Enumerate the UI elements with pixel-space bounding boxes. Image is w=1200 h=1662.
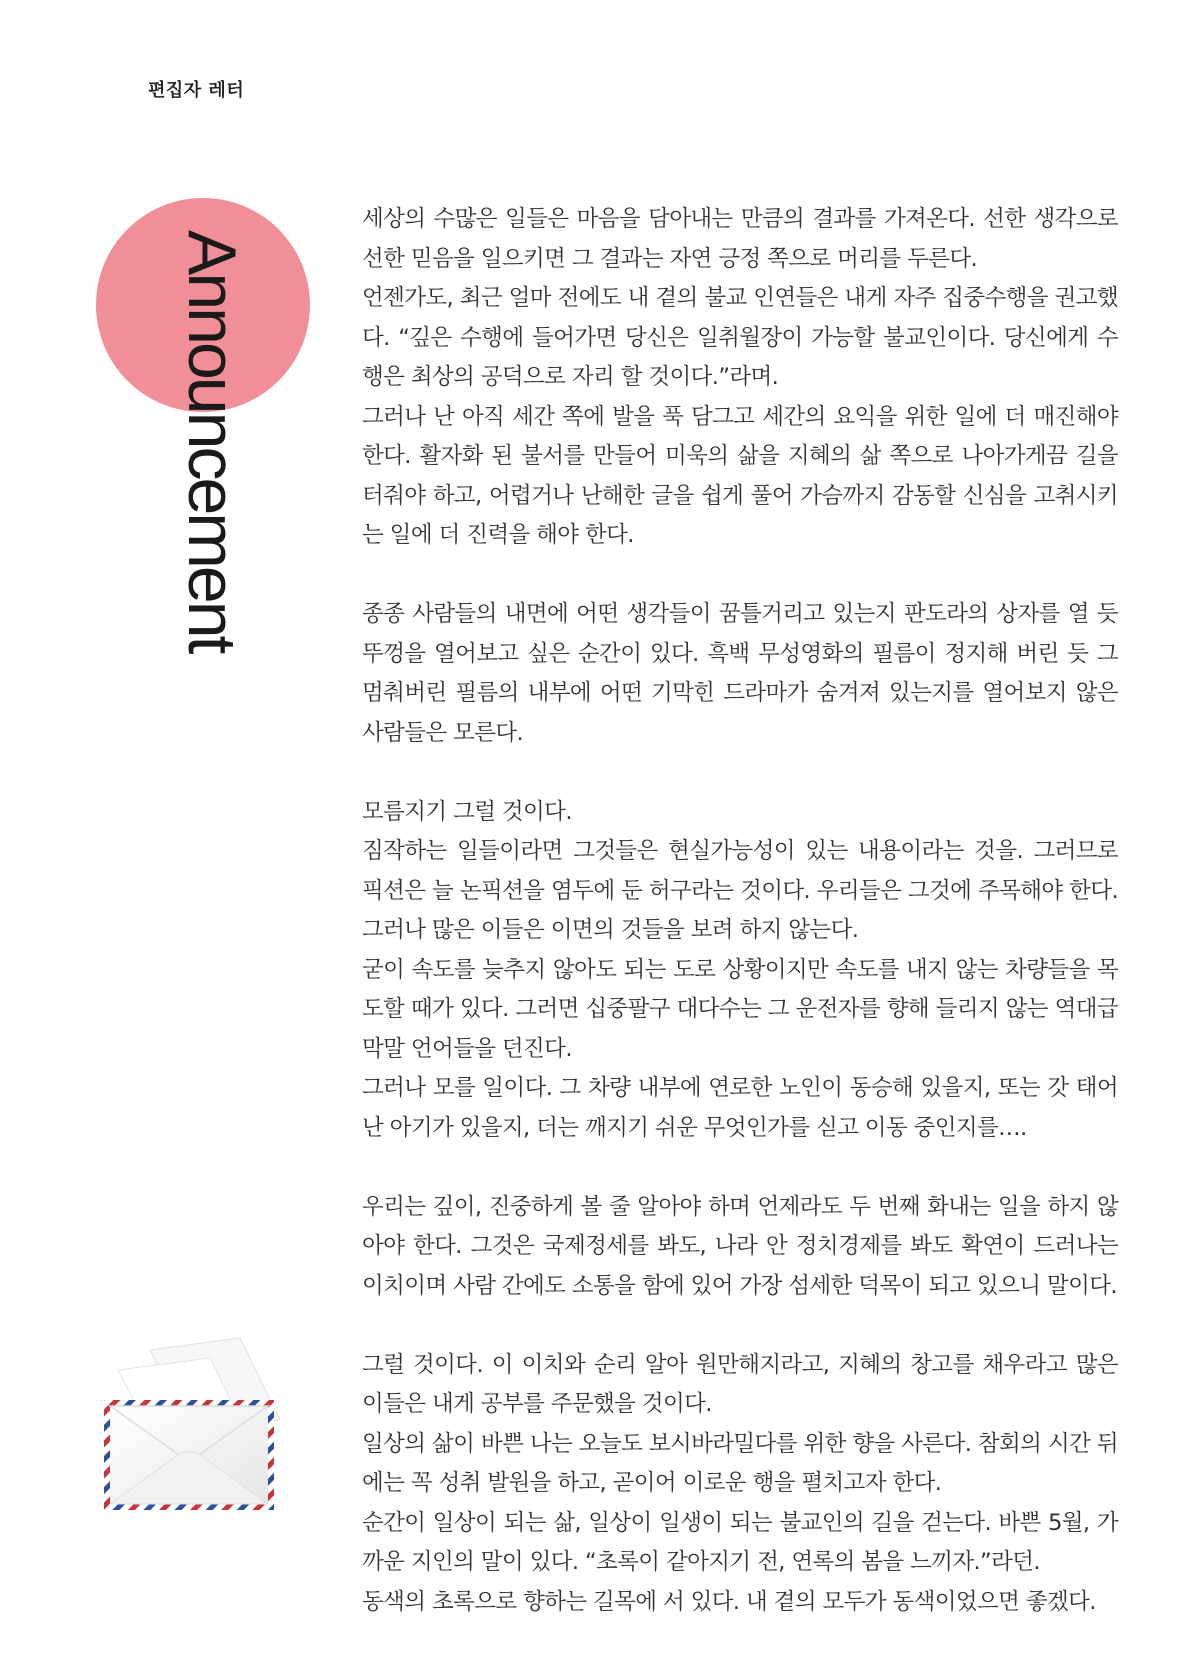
- vertical-title: Announcement: [174, 230, 250, 652]
- text-line: 굳이 속도를 늦추지 않아도 되는 도로 상황이지만 속도를 내지 않는 차량들을 목도할 때가 있다. 그러면 십중팔구 대다수는 그 운전자를 향해 들리지 않는 역대급 막말 언어들을 던진다.: [362, 956, 1118, 1062]
- paragraph-4: [362, 1188, 1118, 1307]
- text-line: 동색의 초록으로 향하는 길목에 서 있다. 내 곁의 모두가 동색이었으면 좋겠다.: [362, 1588, 1096, 1615]
- text-line: 그러나 난 아직 세간 쪽에 발을 푹 담그고 세간의 요익을 위한 일에 더 매진해야 한다. 활자화 된 불서를 만들어 미욱의 삶을 지혜의 삶 쪽으로 나아가게끔 길을 터줘야 하고, 어렵거나 난해한 글을 쉽게 풀어 가슴까지 감동할 신심을 고취시키는 일에 더 진력을 해야 한다.: [362, 403, 1118, 548]
- text-line: 일상의 삶이 바쁜 나는 오늘도 보시바라밀다를 위한 향을 사른다. 참회의 시간 뒤에는 꼭 성취 발원을 하고, 곧이어 이로운 행을 펼치고자 한다.: [362, 1430, 1118, 1496]
- paragraph-3: [362, 793, 1118, 1149]
- text-line: 종종 사람들의 내면에 어떤 생각들이 꿈틀거리고 있는지 판도라의 상자를 열 듯 뚜껑을 열어보고 싶은 순간이 있다. 흑백 무성영화의 필름이 정지해 버린 듯 그 멈춰버린 필름의 내부에 어떤 기막힌 드라마가 숨겨져 있는지를 열어보지 않은 사람들은 모른다.: [362, 601, 1118, 746]
- text-line: 언젠가도, 최근 얼마 전에도 내 곁의 불교 인연들은 내게 자주 집중수행을 권고했다. “깊은 수행에 들어가면 당신은 일취월장이 가능할 불교인이다. 당신에게 수행은 최상의 공덕으로 자리 할 것이다.”라며.: [362, 285, 1118, 390]
- section-label: 편집자 레터: [148, 80, 245, 101]
- text-line: 그러나 모를 일이다. 그 차량 내부에 연로한 노인이 동승해 있을지, 또는 갓 태어난 아기가 있을지, 더는 깨지기 쉬운 무엇인가를 싣고 이동 중인지를….: [362, 1075, 1118, 1141]
- text-line: 세상의 수많은 일들은 마음을 담아내는 만큼의 결과를 가져온다. 선한 생각으로 선한 믿음을 일으키면 그 결과는 자연 긍정 쪽으로 머리를 두른다.: [362, 206, 1118, 272]
- text-line: 그럴 것이다. 이 이치와 순리 알아 원만해지라고, 지혜의 창고를 채우라고 많은 이들은 내게 공부를 주문했을 것이다.: [362, 1351, 1118, 1417]
- paragraph-2: [362, 595, 1118, 753]
- envelope-image: [90, 1330, 300, 1530]
- text-line: 모름지기 그럴 것이다.: [362, 798, 572, 825]
- text-line: 순간이 일상이 되는 삶, 일상이 일생이 되는 불교인의 길을 걷는다. 바쁜 5월, 가까운 지인의 말이 있다. “초록이 같아지기 전, 연록의 봄을 느끼자.”라던.: [362, 1509, 1118, 1575]
- paragraph-5: [362, 1346, 1118, 1623]
- text-line: 짐작하는 일들이라면 그것들은 현실가능성이 있는 내용이라는 것을. 그러므로 픽션은 늘 논픽션을 염두에 둔 허구라는 것이다. 우리들은 그것에 주목해야 한다. 그러나 많은 이들은 이면의 것들을 보려 하지 않는다.: [362, 838, 1118, 943]
- text-line: 우리는 깊이, 진중하게 볼 줄 알아야 하며 언제라도 두 번째 화내는 일을 하지 않아야 한다. 그것은 국제정세를 봐도, 나라 안 정치경제를 봐도 확연이 드러나는 이치이며 사람 간에도 소통을 함에 있어 가장 섬세한 덕목이 되고 있으니 말이다.: [362, 1193, 1118, 1299]
- paragraph-1: [362, 200, 1118, 556]
- letter-body: [362, 200, 1118, 1662]
